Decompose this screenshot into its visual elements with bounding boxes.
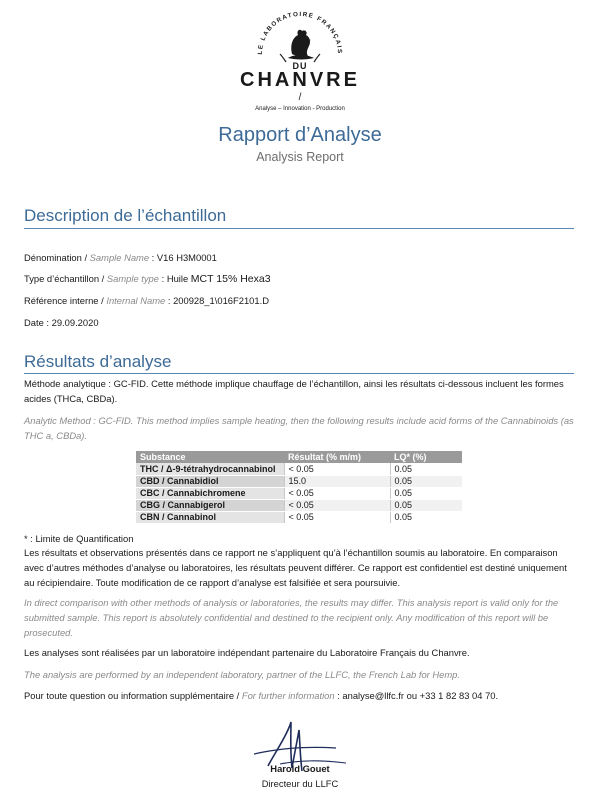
internal-ref-row [24,295,269,306]
report-title: Rapport d’Analyse [218,124,382,146]
section-divider [24,228,574,229]
report-subtitle: Analysis Report [256,150,344,164]
table-cell-result: < 0.05 [284,463,390,475]
table-row [136,511,462,523]
company-logo [210,6,390,118]
sample-name-label: Dénomination / [24,252,90,263]
table-cell-substance: CBD / Cannabidiol [136,475,284,487]
internal-ref-label: Référence interne / [24,295,107,306]
logo-tagline: Analyse – Innovation - Production [255,106,345,112]
table-cell-result: < 0.05 [284,499,390,511]
table-cell-lq: 0.05 [390,475,462,487]
sample-type-row [24,273,271,285]
signatory-name: Harold Gouet [270,763,330,774]
signatory-title: Directeur du LLFC [261,778,339,789]
logo-arc-text: LE LABORATOIRE FRANÇAIS [256,10,344,55]
table-row [136,475,462,487]
logo-du: DU [292,61,308,71]
sample-name-value: V16 H3M0001 [156,252,217,263]
sample-name-label-en: Sample Name [89,252,150,263]
table-cell-result: < 0.05 [284,511,390,523]
results-table [136,451,462,524]
disclaimer-fr: Les résultats et observations présentés dans ce rapport ne s’appliquent qu’à l’échantillon soumis au laboratoire. En comparaison avec d’autres méthodes d’analyse ou laboratoires, les résultats peuvent différer. Ce rapport est confidentiel est destiné uniquement au récipiendaire. Toute modification de ce rapport d’analyse est falsifiée et sera poursuivie. [24,547,567,588]
table-row [136,499,462,511]
table-cell-substance: CBN / Cannabinol [136,511,284,523]
internal-ref-value: 200928_1\016F2101.D [173,295,269,306]
internal-ref-label-en: Internal Name [106,295,166,306]
logo-slash: / [298,92,302,103]
section-divider [24,373,574,374]
date-row: Date : 29.09.2020 [24,317,99,328]
table-cell-substance: THC / Δ-9-tétrahydrocannabinol [136,463,284,475]
sample-name-sep: : [149,252,157,263]
contact-label-en: For further information [241,690,335,701]
contact-prefix: Pour toute question ou information supplémentaire / [24,690,242,701]
sample-type-value: MCT 15% Hexa3 [190,273,271,285]
table-row [136,463,462,475]
table-cell-substance: CBG / Cannabigerol [136,499,284,511]
disclaimer-en: In direct comparison with other methods of analysis or laboratories, the results may differ. This analysis report is valid only for the submitted sample. This report is absolutely confidential and destined to the recipient only. Any modification of this report will be prosecuted. [24,597,559,638]
table-header-row [136,451,462,463]
method-en: Analytic Method : GC-FID. This method implies sample heating, then the following results include acid forms of the Cannabinoids (as THC a, CBDa). [24,415,574,441]
contact-row [24,690,498,701]
table-header-result: Résultat (% m/m) [284,451,390,463]
results-section-heading: Résultats d’analyse [24,352,172,371]
table-cell-lq: 0.05 [390,487,462,499]
rooster-emblem-icon [210,6,390,66]
sample-type-label: Type d’échantillon / [24,273,107,284]
table-cell-result: < 0.05 [284,487,390,499]
table-cell-lq: 0.05 [390,499,462,511]
table-cell-substance: CBC / Cannabichromene [136,487,284,499]
table-cell-lq: 0.05 [390,511,462,523]
table-header-substance: Substance [136,451,284,463]
logo-wordmark: CHANVRE [240,69,360,91]
method-fr: Méthode analytique : GC-FID. Cette méthode implique chauffage de l’échantillon, ainsi les résultats ci-dessous incluent les formes acides (THCa, CBDa). [24,378,564,404]
table-header-lq: LQ* (%) [390,451,462,463]
sample-type-sep: : Huile [159,273,191,284]
sample-name-row [24,252,217,263]
partner-en: The analysis are performed by an independent laboratory, partner of the LLFC, the French Lab for Hemp. [24,669,461,680]
lq-footnote: * : Limite de Quantification [24,533,134,544]
internal-ref-sep: : [165,295,174,306]
table-cell-lq: 0.05 [390,463,462,475]
partner-fr: Les analyses sont réalisées par un laboratoire indépendant partenaire du Laboratoire Français du Chanvre. [24,647,470,658]
sample-type-label-en: Sample type [106,273,159,284]
contact-details: : analyse@llfc.fr ou +33 1 82 83 04 70. [334,690,499,701]
table-cell-result: 15.0 [284,475,390,487]
table-row [136,487,462,499]
sample-section-heading: Description de l’échantillon [24,206,227,225]
